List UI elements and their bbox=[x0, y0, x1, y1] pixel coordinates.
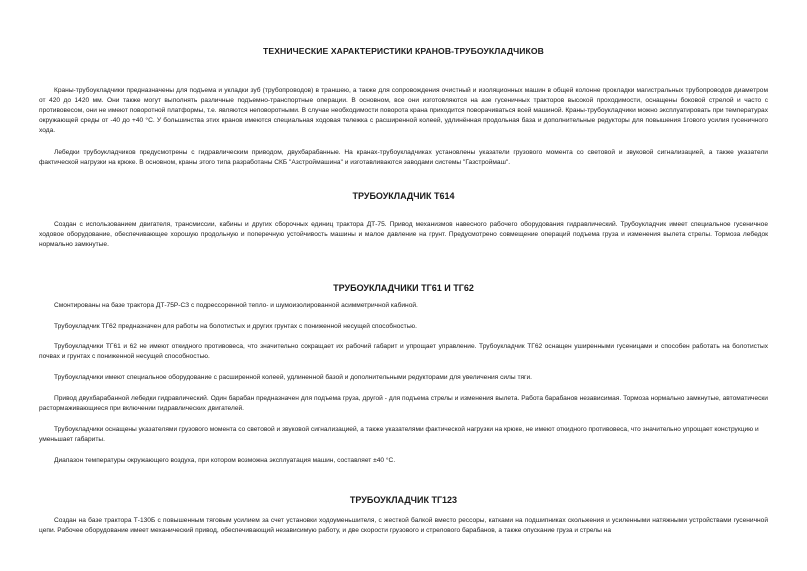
intro-paragraph-1: Краны-трубоукладчики предназначены для подъема и укладки зуб (трубопроводов) в траншею, а также для сопровождения очистный и изоляционных машин в общей колонне прокладки магистральных трубопроводов диаметром от 420 до 1420 мм. Они также могут выполнять различные подъемно-транспортные операции. В основном, все они изготовляются на азе гусеничных тракторов высокой проходимости, оснащены боковой стрелой и часто с противовесом, они не имеют поворотной платформы, т.е. являются неповоротными. В случае необходимости поворота крана приходится поворачиваться всей машиной. Краны-трубоукладчики можно эксплуатировать при температурах окружающей среды от -40 до +40 °С. У большинства этих кранов имеются специальная ходовая тележка с расширенной колеей, удлинённая продольная база и дополнительные редукторы для повышения 1гового усилия гусеничного хода. bbox=[39, 87, 768, 134]
tg61-paragraph-5: Привод двухбарабанной лебедки гидравлический. Один барабан предназначен для подъема груза, другой - для подъема стрелы и изменения вылета. Работа барабанов независимая. Тормоза нормально замкнутые, автоматически растормаживающиеся при включении гидравлических двигателей. bbox=[39, 395, 768, 412]
tg61-paragraph-1: Смонтированы на базе трактора ДТ-75Р-СЗ с подрессоренной тепло- и шумоизолированной асимметричной кабиной. bbox=[54, 302, 418, 309]
section-heading-tg123: ТРУБОУКЛАДЧИК ТГ123 bbox=[349, 495, 458, 505]
document-title: ТЕХНИЧЕСКИЕ ХАРАКТЕРИСТИКИ КРАНОВ-ТРУБОУКЛАДЧИКОВ bbox=[263, 46, 544, 56]
section-heading-t614: ТРУБОУКЛАДЧИК Т614 bbox=[352, 191, 455, 201]
tg61-paragraph-6: Трубоукладчики оснащены указателями грузового момента со световой и звуковой сигнализацией, а также указателями фактической нагрузки на крюке, не имеют откидного противовеса, что значительно упрощает конструкцию и уменьшает габариты. bbox=[39, 426, 759, 443]
tg61-paragraph-2: Трубоукладчик ТГ62 предназначен для работы на болотистых и других грунтах с пониженной несущей способностью. bbox=[54, 323, 417, 330]
section-heading-tg61-tg62: ТРУБОУКЛАДЧИКИ ТГ61 И ТГ62 bbox=[333, 283, 474, 293]
tg61-paragraph-7: Диапазон температуры окружающего воздуха, при котором возможна эксплуатация машин, составляет ±40 °С. bbox=[54, 457, 396, 464]
intro-paragraph-2: Лебедки трубоукладчиков предусмотрены с гидравлическим приводом, двухбарабанные. На кранах-трубоукладчиках установлены указатели грузового момента со световой и звуковой сигнализацией, а также указатели фактической нагрузки на крюке. В основном, краны этого типа разработаны СКБ "Азстроймашина" и изготавливаются заводами системы "Газстроймаш". bbox=[39, 149, 768, 166]
tg61-paragraph-4: Трубоукладчики имеют специальное оборудование с расширенной колеей, удлиненной базой и дополнительными редукторами для увеличения силы тяги. bbox=[54, 374, 532, 381]
t614-paragraph-1: Создан с использованием двигателя, трансмиссии, кабины и других сборочных единиц трактора ДТ-75. Привод механизмов навесного рабочего оборудования гидравлический. Трубоукладчик имеет специальное гусеничное ходовое оборудование, обеспечивающее хорошую продольную и поперечную устойчивость машины и малое давление на грунт. Предусмотрено совмещение операций подъема груза и изменения вылета стрелы. Тормоза лебедок нормально замкнутые. bbox=[39, 221, 768, 248]
tg123-paragraph-1: Создан на базе трактора Т-130Б с повышенным тяговым усилием за счет установки ходоуменьшителя, с жесткой балкой вместо рессоры, катками на подшипниках скольжения и усиленными натяжными устройствами гусеничной цепи. Рабочее оборудование имеет механический привод, обеспечивающий независимую работу, и две скорости грузового и стрелового барабанов, а также опускание груза и стрелы на bbox=[39, 517, 768, 534]
tg61-paragraph-3: Трубоукладчики ТГ61 и 62 не имеют откидного противовеса, что значительно сокращает их рабочий габарит и упрощает управление. Трубоукладчик ТГ62 оснащен уширенными гусеницами и способен работать на болотистых почвах и грунтах с пониженной несущей способностью. bbox=[39, 343, 768, 360]
